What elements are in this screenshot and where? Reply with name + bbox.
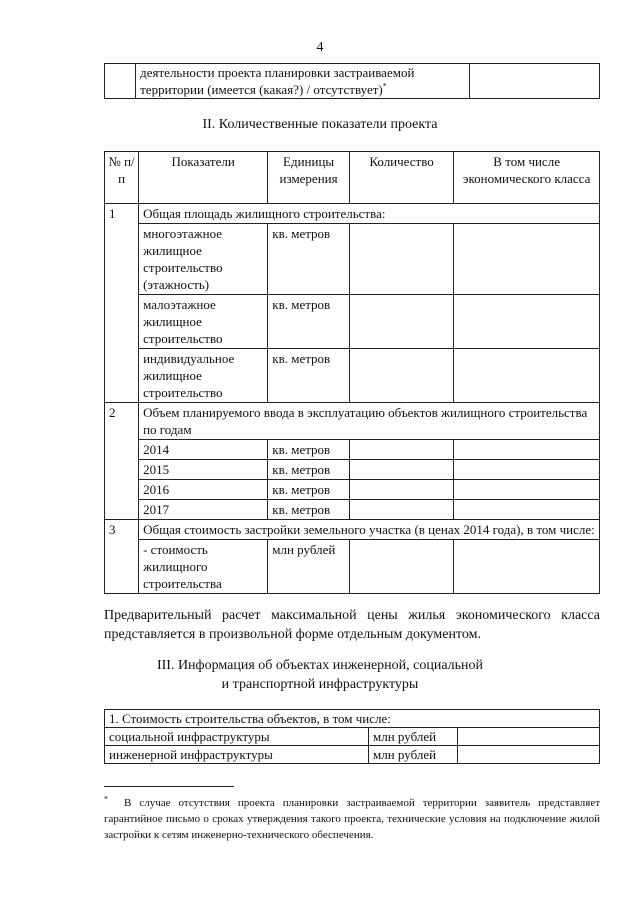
row-title: Объем планируемого ввода в эксплуатацию объектов жилищного строительства по годам bbox=[139, 403, 600, 440]
header-econ-class: В том числе экономического класса bbox=[454, 152, 600, 204]
item-unit: кв. метров bbox=[268, 295, 350, 349]
item-label: индивидуальное жилищное строительство bbox=[139, 349, 268, 403]
table-row bbox=[105, 204, 600, 224]
item-label: социальной инфраструктуры bbox=[105, 728, 369, 746]
table-row bbox=[105, 460, 600, 480]
header-quantity: Количество bbox=[349, 152, 453, 204]
item-unit: кв. метров bbox=[268, 224, 350, 295]
item-unit: кв. метров bbox=[268, 349, 350, 403]
footnote-mark: * bbox=[104, 794, 108, 804]
table-row bbox=[105, 746, 600, 764]
year-label: 2014 bbox=[139, 440, 268, 460]
section-3-title-line-1: III. Информация об объектах инженерной, социальной bbox=[156, 658, 484, 673]
footnote bbox=[104, 795, 600, 843]
row-num: 2 bbox=[105, 403, 139, 520]
item-label: малоэтажное жилищное строительство bbox=[139, 295, 268, 349]
item-unit: млн рублей bbox=[369, 746, 458, 764]
item-unit: кв. метров bbox=[268, 480, 350, 500]
header-num: № п/п bbox=[105, 152, 139, 204]
section-2-title: II. Количественные показатели проекта bbox=[202, 117, 438, 132]
item-unit: млн рублей bbox=[268, 540, 350, 594]
row-title: Общая стоимость застройки земельного участка (в ценах 2014 года), в том числе: bbox=[139, 520, 600, 540]
table-row bbox=[105, 224, 600, 295]
section-3-title-line-2: и транспортной инфраструктуры bbox=[221, 677, 419, 692]
year-label: 2016 bbox=[139, 480, 268, 500]
table-row bbox=[105, 295, 600, 349]
year-label: 2015 bbox=[139, 460, 268, 480]
indicators-table bbox=[104, 151, 600, 594]
table-row bbox=[105, 540, 600, 594]
footnote-mark: * bbox=[382, 81, 387, 91]
row-title: 1. Стоимость строительства объектов, в том числе: bbox=[105, 710, 600, 728]
item-unit: кв. метров bbox=[268, 500, 350, 520]
continuation-line-1: деятельности проекта планировки застраиваемой bbox=[140, 65, 415, 80]
table-row bbox=[105, 349, 600, 403]
infrastructure-table bbox=[104, 709, 600, 764]
continuation-table bbox=[104, 63, 600, 99]
item-label: инженерной инфраструктуры bbox=[105, 746, 369, 764]
row-num: 1 bbox=[105, 204, 139, 403]
item-unit: млн рублей bbox=[369, 728, 458, 746]
item-unit: кв. метров bbox=[268, 440, 350, 460]
table-row bbox=[105, 480, 600, 500]
header-units: Единицы измерения bbox=[268, 152, 350, 204]
table-row bbox=[105, 728, 600, 746]
header-indicators: Показатели bbox=[139, 152, 268, 204]
page-number: 4 bbox=[316, 40, 324, 55]
table-row bbox=[105, 403, 600, 440]
item-label: - стоимость жилищного строительства bbox=[139, 540, 268, 594]
row-title: Общая площадь жилищного строительства: bbox=[139, 204, 600, 224]
table-row bbox=[105, 500, 600, 520]
footnote-text: В случае отсутствия проекта планировки застраиваемой территории заявитель представляет гарантийное письмо о сроках утверждения такого проекта, технические условия на подключение жилой застройки к сетям инженерно-технического обеспечения. bbox=[104, 797, 601, 841]
footnote-divider bbox=[104, 786, 234, 787]
table-row bbox=[105, 520, 600, 540]
item-label: многоэтажное жилищное строительство (этажность) bbox=[139, 224, 268, 295]
price-paragraph: Предварительный расчет максимальной цены жилья экономического класса представляется в произвольной форме отдельным документом. bbox=[104, 608, 600, 642]
item-unit: кв. метров bbox=[268, 460, 350, 480]
continuation-line-2: территории (имеется (какая?) / отсутствует)* bbox=[140, 81, 387, 97]
table-row bbox=[105, 440, 600, 460]
table-row bbox=[105, 710, 600, 728]
table-header-row bbox=[105, 152, 600, 204]
row-num: 3 bbox=[105, 520, 139, 594]
continuation-cell bbox=[136, 64, 470, 99]
year-label: 2017 bbox=[139, 500, 268, 520]
